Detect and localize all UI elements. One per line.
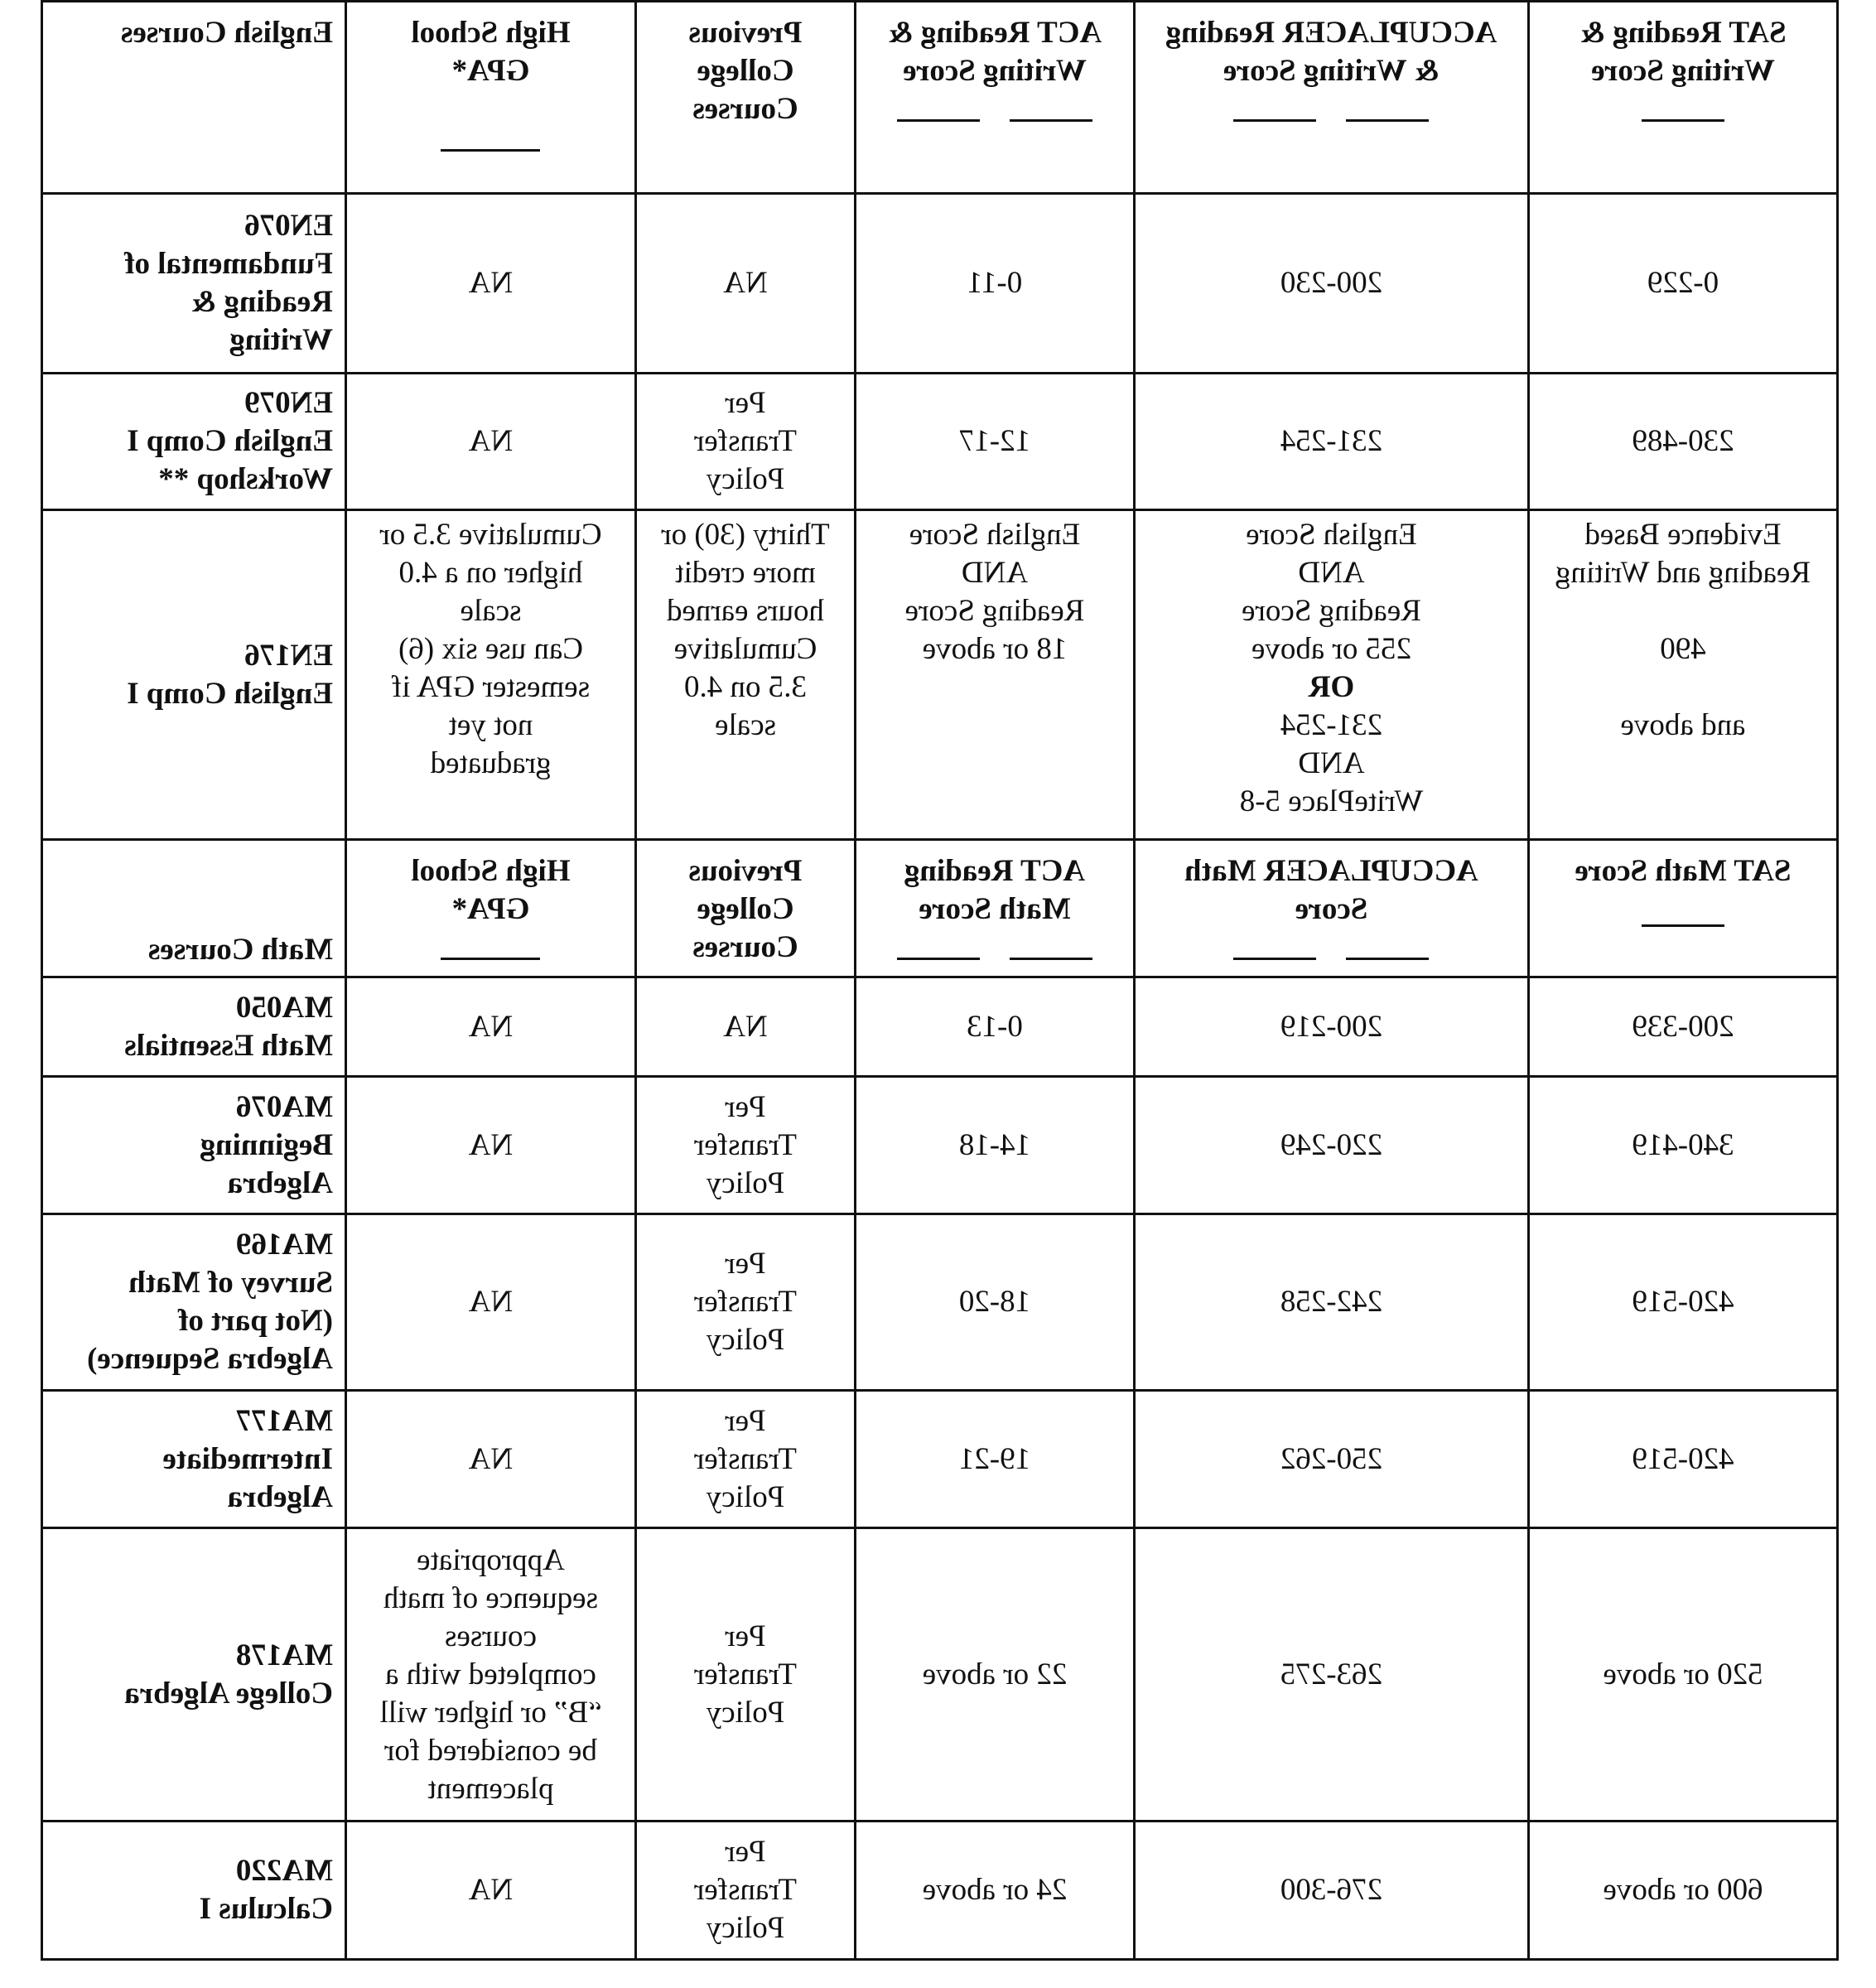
accuplacer-cell: 200-230	[1135, 194, 1529, 374]
act-cell: 18-20	[856, 1214, 1135, 1391]
math-courses-header: Math Courses	[42, 840, 346, 977]
act-cell: 22 or above	[856, 1528, 1135, 1822]
math-accuplacer-header: ACCUPLACER Math Score	[1135, 840, 1529, 977]
table-row	[42, 1391, 1838, 1528]
sat-cell: 420-519	[1529, 1214, 1838, 1391]
gpa-cell: Cumulative 3.5 or higher on a 4.0 scale Can use six (6) semester GPA if not yet graduated	[346, 510, 636, 840]
course-cell: EN076 Fundamental of Reading & Writing	[42, 194, 346, 374]
course-cell: MA050 Math Essentials	[42, 977, 346, 1077]
table-row	[42, 1528, 1838, 1822]
sat-cell: 230-489	[1529, 374, 1838, 510]
gpa-cell: Appropriate sequence of math courses completed with a “B” or higher will be considered for placement	[346, 1528, 636, 1822]
course-cell: MA169 Survey of Math (Not part of Algebra Sequence)	[42, 1214, 346, 1391]
previous-courses-cell: Per Transfer Policy	[636, 1822, 856, 1960]
table-row	[42, 1214, 1838, 1391]
accuplacer-cell: 242-258	[1135, 1214, 1529, 1391]
act-cell: 24 or above	[856, 1822, 1135, 1960]
sat-cell: Evidence Based Reading and Writing 490 and above	[1529, 510, 1838, 840]
course-cell: MA220 Calculus I	[42, 1822, 346, 1960]
previous-courses-cell: Per Transfer Policy	[636, 1528, 856, 1822]
act-cell: 0-11	[856, 194, 1135, 374]
previous-courses-cell: Per Transfer Policy	[636, 374, 856, 510]
accuplacer-cell: 220-249	[1135, 1077, 1529, 1214]
placement-table	[41, 0, 1839, 1961]
accuplacer-cell: 200-219	[1135, 977, 1529, 1077]
english-act-header: ACT Reading & Writing Score	[856, 2, 1135, 194]
math-act-header: ACT Reading Math Score	[856, 840, 1135, 977]
table-row	[42, 374, 1838, 510]
english-previous-courses-header: Previous College Courses	[636, 2, 856, 194]
sat-cell: 340-419	[1529, 1077, 1838, 1214]
previous-courses-cell: Per Transfer Policy	[636, 1077, 856, 1214]
previous-courses-cell: Per Transfer Policy	[636, 1214, 856, 1391]
accuplacer-cell: 231-254	[1135, 374, 1529, 510]
sat-cell: 600 or above	[1529, 1822, 1838, 1960]
math-sat-header: SAT Math Score	[1529, 840, 1838, 977]
accuplacer-cell: 276-300	[1135, 1822, 1529, 1960]
accuplacer-cell: 263-275	[1135, 1528, 1529, 1822]
gpa-cell: NA	[346, 374, 636, 510]
act-cell: English Score AND Reading Score 18 or above	[856, 510, 1135, 840]
previous-courses-cell: Thirty (30) or more credit hours earned Cumulative 3.5 on 4.0 scale	[636, 510, 856, 840]
previous-courses-cell: NA	[636, 194, 856, 374]
course-cell: EN176 English Comp I	[42, 510, 346, 840]
gpa-cell: NA	[346, 1822, 636, 1960]
previous-courses-cell: NA	[636, 977, 856, 1077]
sat-cell: 0-229	[1529, 194, 1838, 374]
act-cell: 14-18	[856, 1077, 1135, 1214]
course-cell: MA178 College Algebra	[42, 1528, 346, 1822]
accuplacer-cell: English Score AND Reading Score 255 or above OR 231-254 AND WritePlace 5-8	[1135, 510, 1529, 840]
act-cell: 0-13	[856, 977, 1135, 1077]
math-previous-courses-header: Previous College Courses	[636, 840, 856, 977]
gpa-cell: NA	[346, 194, 636, 374]
table-row	[42, 1077, 1838, 1214]
english-sat-header: SAT Reading & Writing Score	[1529, 2, 1838, 194]
course-cell: MA076 Beginning Algebra	[42, 1077, 346, 1214]
english-courses-header: English Courses	[42, 2, 346, 194]
sat-cell: 200-339	[1529, 977, 1838, 1077]
course-cell: MA177 Intermediate Algebra	[42, 1391, 346, 1528]
table-row	[42, 1822, 1838, 1960]
table-row	[42, 977, 1838, 1077]
course-cell: EN079 English Comp I Workshop **	[42, 374, 346, 510]
gpa-cell: NA	[346, 1077, 636, 1214]
english-gpa-header: High School GPA*	[346, 2, 636, 194]
math-header-row	[42, 840, 1838, 977]
act-cell: 19-21	[856, 1391, 1135, 1528]
english-header-row	[42, 2, 1838, 194]
table-row	[42, 194, 1838, 374]
gpa-cell: NA	[346, 977, 636, 1077]
sat-cell: 420-519	[1529, 1391, 1838, 1528]
english-accuplacer-header: ACCUPLACER Reading & Writing Score	[1135, 2, 1529, 194]
table-row	[42, 510, 1838, 840]
math-gpa-header: High School GPA*	[346, 840, 636, 977]
act-cell: 12-17	[856, 374, 1135, 510]
accuplacer-cell: 250-262	[1135, 1391, 1529, 1528]
gpa-cell: NA	[346, 1391, 636, 1528]
sat-cell: 520 or above	[1529, 1528, 1838, 1822]
gpa-cell: NA	[346, 1214, 636, 1391]
previous-courses-cell: Per Transfer Policy	[636, 1391, 856, 1528]
